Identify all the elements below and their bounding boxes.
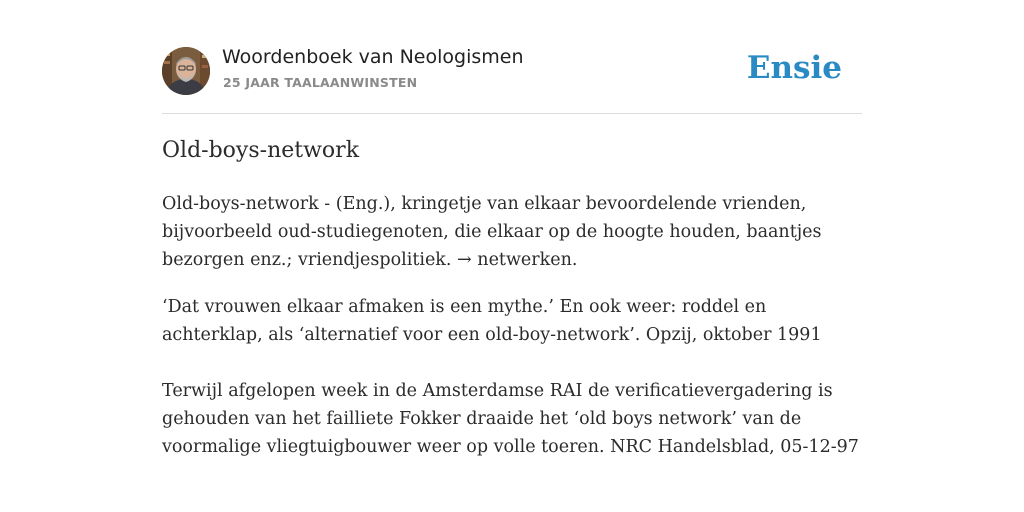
avatar[interactable]	[162, 47, 210, 95]
entry-title: Old-boys-network	[162, 138, 360, 163]
arrow-icon: →	[457, 250, 472, 270]
related-link[interactable]: netwerken.	[477, 250, 578, 270]
brand-logo[interactable]: Ensie	[746, 50, 842, 86]
quote-paragraph-1: ‘Dat vrouwen elkaar afmaken is een mythe.’ En ook weer: roddel en achterklap, als ‘alternatief voor een old-boy-network’. Opzij, oktober 1991	[162, 297, 822, 345]
definition-text: Old-boys-network - (Eng.), kringetje van elkaar bevoordelende vrienden, bijvoorbeeld oud-studiegenoten, die elkaar op de hoogte houden, baantjes bezorgen enz.; vriendjespolitiek.	[162, 194, 822, 270]
author-name[interactable]: Woordenboek van Neologismen	[222, 46, 524, 68]
avatar-portrait-icon	[162, 47, 210, 95]
divider	[162, 113, 862, 114]
entry-body	[162, 190, 862, 461]
quote-paragraph-2: Terwijl afgelopen week in de Amsterdamse RAI de verificatievergadering is gehouden van het failliete Fokker draaide het ‘old boys network’ van de voormalige vliegtuigbouwer weer op volle toeren. NRC Handelsblad, 05-12-97	[162, 381, 859, 457]
definition-paragraph	[162, 190, 862, 274]
header	[162, 46, 862, 96]
author-subtitle: 25 JAAR TAALAANWINSTEN	[223, 75, 418, 90]
